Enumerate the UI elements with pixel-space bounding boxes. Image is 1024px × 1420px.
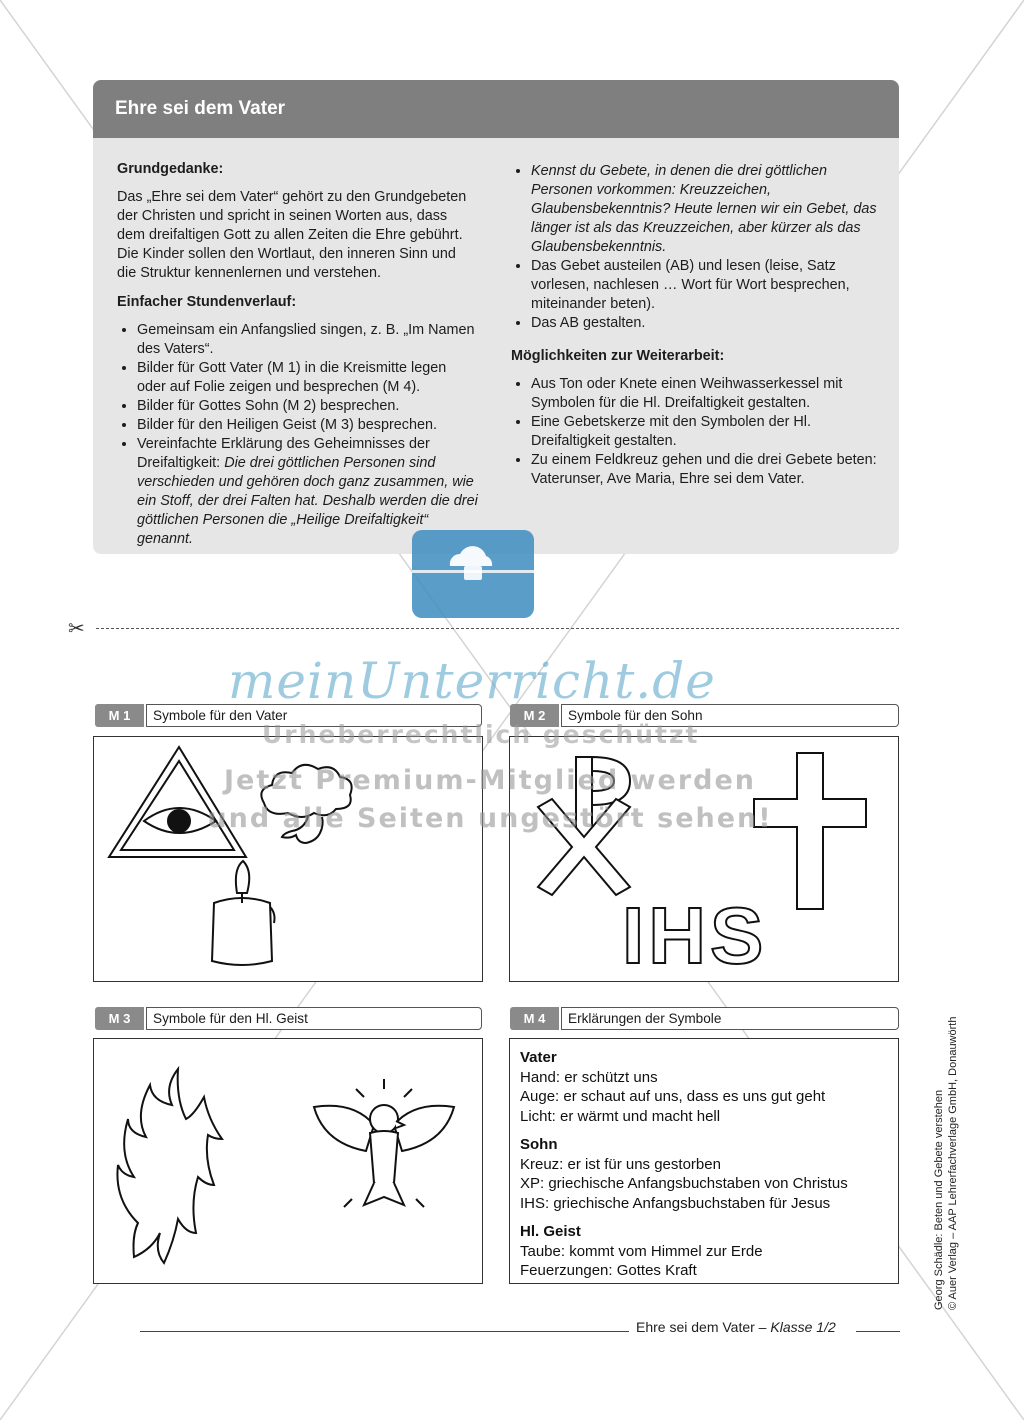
explanation-line: IHS: griechische Anfangsbuchstaben für Jesus — [520, 1194, 831, 1212]
list-item: • Gemeinsam ein Anfangslied singen, z. B. „Im Namen des Vaters“. — [137, 321, 479, 359]
sohn-heading: Sohn — [520, 1136, 558, 1153]
cut-line — [96, 628, 899, 629]
list-item: • Bilder für Gott Vater (M 1) in die Kreismitte legen oder auf Folie zeigen und besprechen (M 4). — [137, 359, 479, 397]
list-item: • Kennst du Gebete, in denen die drei göttlichen Personen vorkommen: Kreuzzeichen, Glaubensbekenntnis? Heute lernen wir ein Gebet, das länger ist als das Kreuzzeichen, aber kürzer als das Glaubensbekenntnis. — [531, 162, 877, 257]
m2-tag: M 2 — [510, 704, 559, 727]
further-work-list — [511, 375, 877, 489]
vater-heading: Vater — [520, 1049, 557, 1066]
right-column — [511, 162, 877, 499]
intro-card — [93, 80, 899, 554]
trinity-explanation: Die drei göttlichen Personen sind verschieden und gehören doch ganz zusammen, wie ein Stoff, der drei Falten hat. Deshalb werden die drei göttlichen Personen die „Heilige Dreifaltigkeit“ genannt. — [137, 455, 478, 547]
watermark-copyright: Urheberrechtlich geschützt — [262, 720, 700, 749]
footer-rule — [140, 1331, 629, 1332]
watermark-logo: meinUnterricht.de — [228, 652, 716, 710]
footer-title: Ehre sei dem Vater – — [636, 1319, 771, 1335]
page-title: Ehre sei dem Vater — [93, 80, 899, 138]
heading-stundenverlauf: Einfacher Stundenverlauf: — [117, 294, 297, 310]
m4-tag: M 4 — [510, 1007, 559, 1030]
explanation-line: Kreuz: er ist für uns gestorben — [520, 1155, 721, 1173]
intro-paragraph: Das „Ehre sei dem Vater“ gehört zu den Grundgebeten der Christen und spricht in seinen Worten aus, dass dem dreifaltigen Gott zu allen Zeiten die Ehre gebührt. Die Kinder sollen den Wortlaut, den inneren Sinn und die Struktur kennenlernen und verstehen. — [117, 189, 467, 281]
left-column — [117, 160, 479, 554]
m3-box — [93, 1038, 483, 1284]
side-line: Georg Schädle: Beten und Gebete verstehen — [933, 1089, 945, 1310]
lesson-steps — [117, 321, 479, 549]
m3-label — [95, 1007, 482, 1030]
m3-title: Symbole für den Hl. Geist — [146, 1007, 482, 1030]
spirit-symbols — [94, 1039, 482, 1283]
scissors-icon: ✂ — [68, 618, 85, 640]
symbol-explanations — [520, 1048, 900, 1281]
explanation-line: XP: griechische Anfangsbuchstaben von Christus — [520, 1175, 848, 1192]
geist-heading: Hl. Geist — [520, 1223, 581, 1240]
ihs-monogram: IHS — [622, 891, 768, 980]
side-line: © Auer Verlag – AAP Lehrerfachverlage GmbH, Donauwörth — [947, 1016, 959, 1310]
trinity-intro: Vereinfachte Erklärung des Geheimnisses der Dreifaltigkeit: — [137, 436, 430, 471]
explanation-line: Taube: kommt vom Himmel zur Erde — [520, 1242, 763, 1260]
watermark-line: und alle Seiten ungestört sehen! — [207, 803, 773, 834]
watermark-line: Jetzt Premium-Mitglied werden — [224, 765, 756, 796]
flame-icon — [117, 1069, 222, 1263]
explanation-line: Licht: er wärmt und macht hell — [520, 1107, 721, 1125]
m2-title: Symbole für den Sohn — [561, 704, 899, 727]
m1-tag: M 1 — [95, 704, 144, 727]
list-item: • Bilder für den Heiligen Geist (M 3) besprechen. — [137, 416, 479, 435]
explanation-line: Auge: er schaut auf uns, dass es uns gut geht — [520, 1088, 826, 1105]
m4-title: Erklärungen der Symbole — [561, 1007, 899, 1030]
briefcase-cloud-icon — [410, 526, 536, 622]
explanation-line: Feuerzungen: Gottes Kraft — [520, 1262, 697, 1279]
list-item: • Bilder für Gottes Sohn (M 2) besprechen. — [137, 397, 479, 416]
list-item: • Das Gebet austeilen (AB) und lesen (leise, Satz vorlesen, nachlesen … Wort für Wort besprechen, miteinander beten). — [531, 257, 877, 314]
footer-text — [636, 1319, 836, 1335]
m4-label — [510, 1007, 899, 1030]
list-item: • Das AB gestalten. — [531, 314, 877, 333]
list-item: • Eine Gebetskerze mit den Symbolen der Hl. Dreifaltigkeit gestalten. — [531, 413, 877, 451]
list-item: • Zu einem Feldkreuz gehen und die drei Gebete beten: Vaterunser, Ave Maria, Ehre sei dem Vater. — [531, 451, 877, 489]
heading-grundgedanke: Grundgedanke: — [117, 161, 224, 177]
footer-class: Klasse 1/2 — [770, 1319, 836, 1335]
footer-rule — [856, 1331, 900, 1332]
side-copyright — [932, 1017, 960, 1310]
candle-icon — [212, 861, 275, 965]
dove-icon — [314, 1079, 454, 1207]
m3-tag: M 3 — [95, 1007, 144, 1030]
watermark-premium — [200, 762, 780, 838]
explanation-line: Hand: er schützt uns — [520, 1068, 658, 1086]
m1-title: Symbole für den Vater — [146, 704, 482, 727]
lesson-steps-cont — [511, 162, 877, 333]
heading-weiterarbeit: Möglichkeiten zur Weiterarbeit: — [511, 348, 725, 364]
list-item: • Aus Ton oder Knete einen Weihwasserkessel mit Symbolen für die Hl. Dreifaltigkeit gestalten. — [531, 375, 877, 413]
